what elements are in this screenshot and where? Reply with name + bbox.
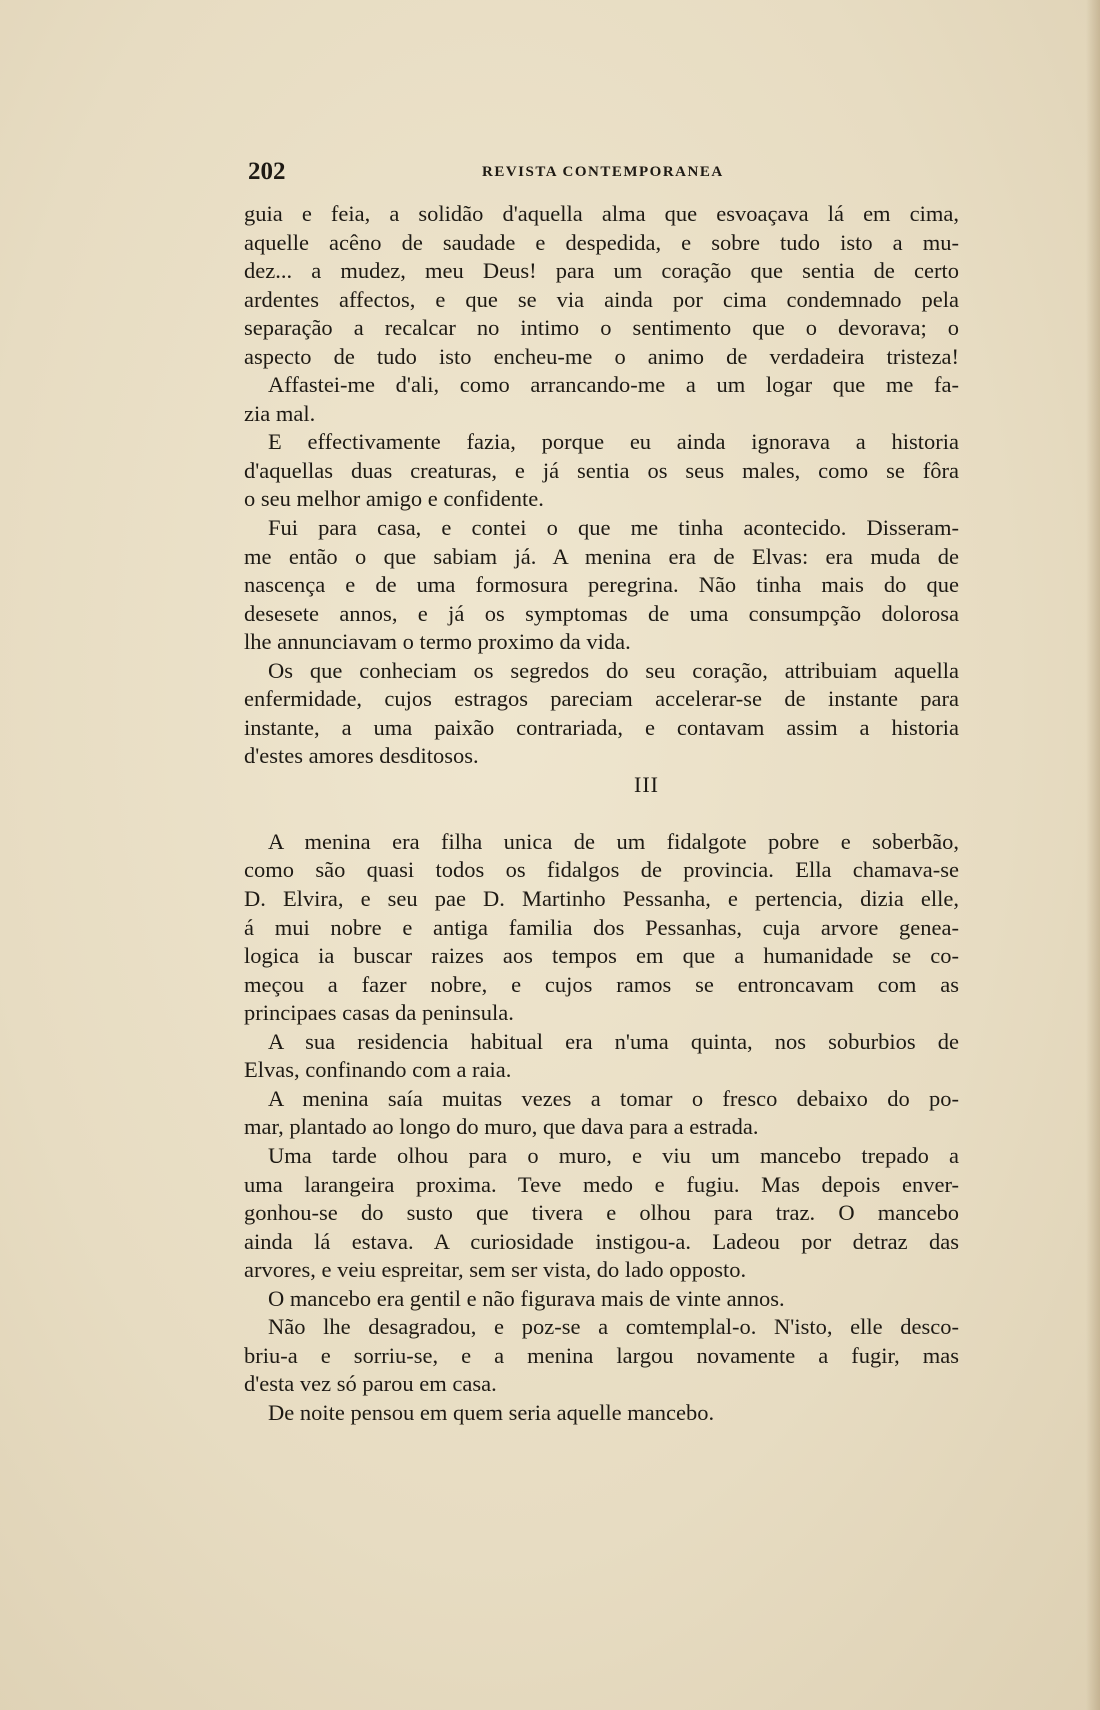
text-line: ardentes affectos, e que se via ainda por cima condemnado pela xyxy=(244,286,959,312)
text-line: aquelle acêno de saudade e despedida, e sobre tudo isto a mu- xyxy=(244,229,959,255)
text-line: mar, plantado ao longo do muro, que dava para a estrada. xyxy=(244,1114,759,1140)
text-line: d'estes amores desditosos. xyxy=(244,743,479,769)
text-line: gonhou-se do susto que tivera e olhou para traz. O mancebo xyxy=(244,1200,959,1226)
section-heading: III xyxy=(634,771,659,797)
text-line: A sua residencia habitual era n'uma quinta, nos soburbios de xyxy=(268,1028,959,1054)
text-line: Os que conheciam os segredos do seu coração, attribuiam aquella xyxy=(268,657,959,683)
text-line: d'esta vez só parou em casa. xyxy=(244,1371,497,1397)
running-head: REVISTA CONTEMPORANEA xyxy=(482,164,724,180)
text-line: o seu melhor amigo e confidente. xyxy=(244,486,544,512)
text-line: E effectivamente fazia, porque eu ainda ignorava a historia xyxy=(268,429,959,455)
text-line: á mui nobre e antiga familia dos Pessanhas, cuja arvore genea- xyxy=(244,914,959,940)
body-text xyxy=(244,200,959,1427)
text-line: meçou a fazer nobre, e cujos ramos se entroncavam com as xyxy=(244,971,959,997)
text-line: Não lhe desagradou, e poz-se a comtemplal-o. N'isto, elle desco- xyxy=(268,1314,959,1340)
text-line: enfermidade, cujos estragos pareciam accelerar-se de instante para xyxy=(244,686,959,712)
page-header xyxy=(248,158,968,188)
text-line: desesete annos, e já os symptomas de uma consumpção dolorosa xyxy=(244,600,959,626)
text-line: Elvas, confinando com a raia. xyxy=(244,1057,512,1083)
text-line: D. Elvira, e seu pae D. Martinho Pessanha, e pertencia, dizia elle, xyxy=(244,886,959,912)
text-line: briu-a e sorriu-se, e a menina largou novamente a fugir, mas xyxy=(244,1342,959,1368)
text-line: instante, a uma paixão contrariada, e contavam assim a historia xyxy=(244,714,959,740)
text-line: como são quasi todos os fidalgos de provincia. Ella chamava-se xyxy=(244,857,959,883)
text-line: Affastei-me d'ali, como arrancando-me a um logar que me fa- xyxy=(268,372,959,398)
text-line: De noite pensou em quem seria aquelle mancebo. xyxy=(268,1399,715,1425)
text-line: dez... a mudez, meu Deus! para um coração que sentia de certo xyxy=(244,258,959,284)
text-line: ainda lá estava. A curiosidade instigou-a. Ladeou por detraz das xyxy=(244,1228,959,1254)
text-line: aspecto de tudo isto encheu-me o animo de verdadeira tristeza! xyxy=(244,343,959,369)
text-line: zia mal. xyxy=(244,400,316,426)
text-line: lhe annunciavam o termo proximo da vida. xyxy=(244,629,631,655)
text-line: Uma tarde olhou para o muro, e viu um mancebo trepado a xyxy=(268,1142,959,1168)
text-line: guia e feia, a solidão d'aquella alma que esvoaçava lá em cima, xyxy=(244,201,959,226)
text-line: separação a recalcar no intimo o sentimento que o devorava; o xyxy=(244,315,959,341)
text-line: me então o que sabiam já. A menina era de Elvas: era muda de xyxy=(244,543,959,569)
text-line: uma larangeira proxima. Teve medo e fugiu. Mas depois enver- xyxy=(244,1171,959,1197)
text-line: A menina saía muitas vezes a tomar o fresco debaixo do po- xyxy=(268,1085,959,1111)
text-line: Fui para casa, e contei o que me tinha acontecido. Disseram- xyxy=(268,515,959,541)
page-number: 202 xyxy=(248,158,286,185)
text-line: A menina era filha unica de um fidalgote pobre e soberbão, xyxy=(268,828,959,854)
text-line: nascença e de uma formosura peregrina. Não tinha mais do que xyxy=(244,572,959,598)
text-line: O mancebo era gentil e não figurava mais de vinte annos. xyxy=(268,1285,785,1311)
text-line: d'aquellas duas creaturas, e já sentia os seus males, como se fôra xyxy=(244,457,959,483)
text-line: principaes casas da peninsula. xyxy=(244,1000,514,1026)
text-line: logica ia buscar raizes aos tempos em que a humanidade se co- xyxy=(244,943,959,969)
text-line: arvores, e veiu espreitar, sem ser vista, do lado opposto. xyxy=(244,1257,747,1283)
